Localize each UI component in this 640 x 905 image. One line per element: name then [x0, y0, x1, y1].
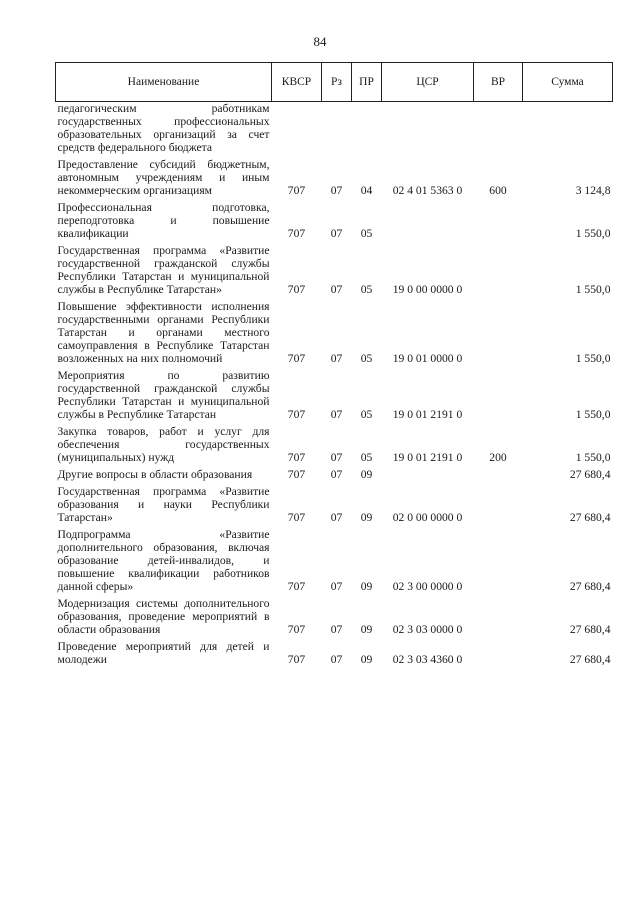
row-name: Закупка товаров, работ и услуг для обеспечения государственных (муниципальных) нужд — [57, 425, 270, 464]
row-csr: 19 0 01 2191 0 — [392, 451, 463, 464]
row-name: Другие вопросы в области образования — [57, 468, 253, 481]
row-kvsr: 707 — [287, 408, 306, 421]
table-row — [56, 597, 613, 637]
row-csr: 02 3 03 0000 0 — [392, 623, 463, 636]
table-row — [56, 468, 613, 482]
row-vr — [474, 244, 523, 297]
row-pr: 09 — [360, 653, 373, 666]
header-sum: Сумма — [523, 63, 613, 102]
row-csr: 19 0 01 0000 0 — [392, 352, 463, 365]
row-kvsr: 707 — [287, 511, 306, 524]
row-pr: 05 — [360, 283, 373, 296]
row-name: Государственная программа «Развитие государственной гражданской службы Республики Татарстан и муниципальной службы в Республике Татарстан» — [57, 244, 270, 296]
row-name: Подпрограмма «Развитие дополнительного образования, включая образование детей-инвалидов, и повышение квалификации работников данной сферы» — [57, 528, 270, 593]
row-sum — [523, 102, 613, 156]
row-pr: 05 — [360, 352, 373, 365]
row-vr: 200 — [489, 451, 507, 464]
row-pr: 05 — [360, 227, 373, 240]
header-rz: Рз — [322, 63, 352, 102]
header-name: Наименование — [56, 63, 272, 102]
header-vr: ВР — [474, 63, 523, 102]
table-row — [56, 300, 613, 366]
table-header-row — [56, 63, 613, 102]
row-kvsr: 707 — [287, 184, 306, 197]
row-name: Проведение мероприятий для детей и молодежи — [57, 640, 270, 666]
row-kvsr: 707 — [287, 468, 306, 481]
page-number: 84 — [313, 34, 327, 49]
row-csr: 02 3 03 4360 0 — [392, 653, 463, 666]
header-pr: ПР — [352, 63, 382, 102]
row-pr — [352, 102, 382, 156]
row-sum: 1 550,0 — [575, 408, 611, 421]
row-sum: 1 550,0 — [575, 227, 611, 240]
row-name: Профессиональная подготовка, переподготовка и повышение квалификации — [57, 201, 270, 240]
row-sum: 1 550,0 — [575, 352, 611, 365]
row-rz — [322, 102, 352, 156]
row-rz: 07 — [330, 623, 343, 636]
row-sum: 3 124,8 — [575, 184, 611, 197]
table-row — [56, 244, 613, 297]
row-vr: 600 — [489, 184, 507, 197]
row-vr — [474, 102, 523, 156]
row-rz: 07 — [330, 184, 343, 197]
row-name: Предоставление субсидий бюджетным, автономным учреждениям и иным некоммерческим организациям — [57, 158, 270, 197]
row-rz: 07 — [330, 653, 343, 666]
row-pr: 05 — [360, 451, 373, 464]
row-sum: 27 680,4 — [569, 468, 611, 481]
row-vr — [474, 369, 523, 422]
row-pr: 04 — [360, 184, 373, 197]
row-kvsr: 707 — [287, 623, 306, 636]
table-row — [56, 369, 613, 422]
row-pr: 05 — [360, 408, 373, 421]
row-sum: 27 680,4 — [569, 580, 611, 593]
row-sum: 27 680,4 — [569, 653, 611, 666]
row-csr: 02 0 00 0000 0 — [392, 511, 463, 524]
row-sum: 1 550,0 — [575, 451, 611, 464]
table-row — [56, 102, 613, 156]
row-vr — [474, 528, 523, 594]
row-kvsr — [272, 102, 322, 156]
table-row — [56, 528, 613, 594]
table-row — [56, 425, 613, 465]
row-vr — [474, 468, 523, 482]
row-vr — [474, 597, 523, 637]
row-vr — [474, 201, 523, 241]
table-row — [56, 640, 613, 667]
row-csr — [382, 468, 474, 482]
row-csr — [382, 102, 474, 156]
row-name: Государственная программа «Развитие образования и науки Республики Татарстан» — [57, 485, 270, 524]
row-rz: 07 — [330, 408, 343, 421]
row-kvsr: 707 — [287, 653, 306, 666]
row-vr — [474, 300, 523, 366]
row-name: Мероприятия по развитию государственной гражданской службы Республики Татарстан и муниципальной службы в Республике Татарстан — [57, 369, 270, 421]
row-kvsr: 707 — [287, 283, 306, 296]
row-name: Повышение эффективности исполнения государственными органами Республики Татарстан и органами местного самоуправления в Республике Татарстан возложенных на них полномочий — [57, 300, 270, 365]
row-name: педагогическим работникам государственных профессиональных образовательных организаций за счет средств федерального бюджета — [57, 102, 270, 154]
row-rz: 07 — [330, 468, 343, 481]
row-pr: 09 — [360, 623, 373, 636]
row-csr: 02 3 00 0000 0 — [392, 580, 463, 593]
row-sum: 27 680,4 — [569, 511, 611, 524]
row-kvsr: 707 — [287, 352, 306, 365]
row-rz: 07 — [330, 352, 343, 365]
row-pr: 09 — [360, 511, 373, 524]
row-csr: 02 4 01 5363 0 — [392, 184, 463, 197]
row-vr — [474, 485, 523, 525]
row-csr: 19 0 00 0000 0 — [392, 283, 463, 296]
row-rz: 07 — [330, 580, 343, 593]
row-rz: 07 — [330, 451, 343, 464]
header-kvsr: КВСР — [272, 63, 322, 102]
row-kvsr: 707 — [287, 227, 306, 240]
table-row — [56, 485, 613, 525]
row-rz: 07 — [330, 283, 343, 296]
row-kvsr: 707 — [287, 451, 306, 464]
row-pr: 09 — [360, 468, 373, 481]
budget-table — [55, 62, 613, 667]
row-rz: 07 — [330, 227, 343, 240]
row-sum: 27 680,4 — [569, 623, 611, 636]
row-rz: 07 — [330, 511, 343, 524]
row-csr — [382, 201, 474, 241]
header-csr: ЦСР — [382, 63, 474, 102]
row-name: Модернизация системы дополнительного образования, проведение мероприятий в области образования — [57, 597, 270, 636]
table-row — [56, 158, 613, 198]
row-kvsr: 707 — [287, 580, 306, 593]
row-pr: 09 — [360, 580, 373, 593]
table-row — [56, 201, 613, 241]
row-csr: 19 0 01 2191 0 — [392, 408, 463, 421]
row-sum: 1 550,0 — [575, 283, 611, 296]
row-vr — [474, 640, 523, 667]
